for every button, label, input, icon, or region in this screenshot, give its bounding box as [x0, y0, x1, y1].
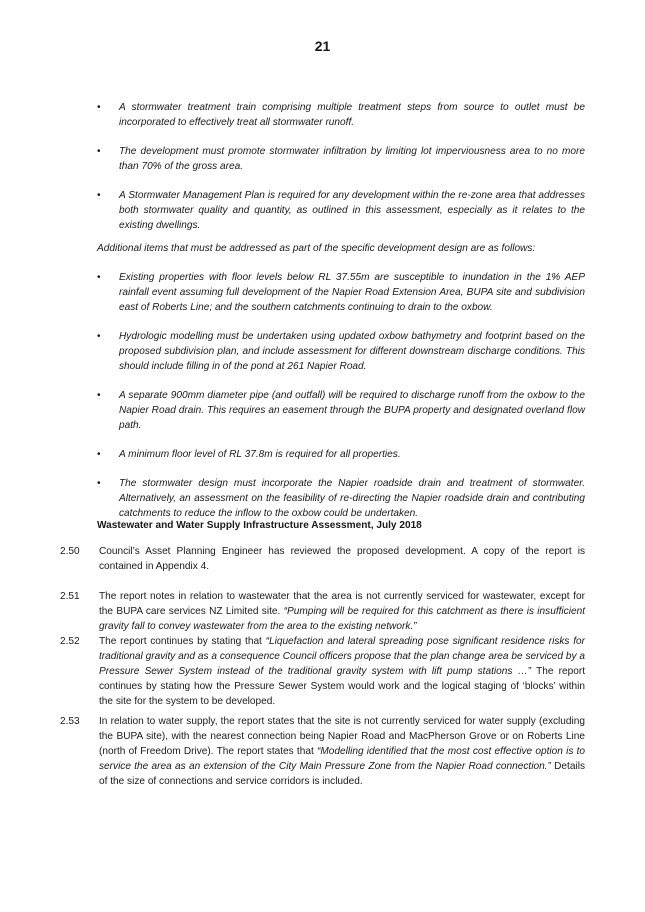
- paragraph-number: 2.52: [60, 636, 80, 647]
- bullet-text: A stormwater treatment train comprising multiple treatment steps from source to outlet must be incorporated to effectively treat all stormwater runoff.: [119, 102, 585, 128]
- bullet-text: The development must promote stormwater infiltration by limiting lot imperviousness area to no more than 70% of the gross area.: [119, 146, 585, 172]
- additional-items-intro: Additional items that must be addressed as part of the specific development design are as follows:: [97, 243, 536, 254]
- paragraph-number: 2.53: [60, 716, 80, 727]
- bullet-icon: •: [97, 146, 101, 157]
- bullet-icon: •: [97, 190, 101, 201]
- list-item: [97, 329, 585, 374]
- paragraph-text: The report notes in relation to wastewater that the area is not currently serviced for wastewater, except for the BUPA care services NZ Limited site.: [99, 591, 585, 617]
- bullet-list-requirements: [97, 100, 585, 233]
- bullet-icon: •: [97, 272, 101, 283]
- page-number: 21: [314, 38, 331, 54]
- list-item: [97, 270, 585, 315]
- bullet-list-additional-items: [97, 270, 585, 521]
- list-item: [97, 388, 585, 433]
- paragraph-text: Council’s Asset Planning Engineer has reviewed the proposed development. A copy of the report is contained in Appendix 4.: [99, 546, 585, 572]
- bullet-icon: •: [97, 102, 101, 113]
- paragraph-text: In relation to water supply, the report states that the site is not currently serviced for water supply (excluding the BUPA site), with the nearest connection being Napier Road and MacPherson Grove or on Roberts Line (north of Freedom Drive). The report states that: [99, 716, 585, 757]
- numbered-paragraph-2-50: [60, 544, 585, 574]
- bullet-icon: •: [97, 478, 101, 489]
- paragraph-body: [99, 714, 585, 789]
- bullet-text: A minimum floor level of RL 37.8m is required for all properties.: [119, 449, 401, 460]
- paragraph-body: [99, 544, 585, 574]
- paragraph-number: 2.51: [60, 591, 80, 602]
- bullet-icon: •: [97, 331, 101, 342]
- paragraph-text: The report continues by stating that: [99, 636, 262, 647]
- list-item: [97, 100, 585, 130]
- bullet-text: The stormwater design must incorporate the Napier roadside drain and treatment of stormwater. Alternatively, an assessment on the feasibility of re-directing the Napier roadside drain and contributing catchments to reduce the inflow to the oxbow could be undertaken.: [119, 478, 585, 519]
- paragraph-quote: “Modelling identified that the most cost effective option is to service the area as an extension of the City Main Pressure Zone from the Napier Road connection.”: [99, 746, 586, 772]
- list-item: [97, 476, 585, 521]
- bullet-text: Existing properties with floor levels below RL 37.55m are susceptible to inundation in the 1% AEP rainfall event assuming full development of the Napier Road Extension Area, BUPA site and subdivision east of Roberts Line; and the southern catchments continuing to drain to the oxbow.: [119, 272, 585, 313]
- bullet-icon: •: [97, 449, 101, 460]
- paragraph-quote: “Liquefaction and lateral spreading pose significant residence risks for traditional gravity and as a consequence Council officers propose that the plan change area be serviced by a Pressure Sewer System instead of the traditional gravity system with lift pump stations …”: [99, 636, 585, 677]
- list-item: [97, 144, 585, 174]
- paragraph-number: 2.50: [60, 546, 80, 557]
- list-item: [97, 447, 585, 462]
- bullet-icon: •: [97, 390, 101, 401]
- bullet-text: Hydrologic modelling must be undertaken using updated oxbow bathymetry and footprint based on the proposed subdivision plan, and include assessment for different downstream discharge conditions. This should include filling in of the pond at 261 Napier Road.: [119, 331, 585, 372]
- paragraph-text-continued: Details of the size of connections and service corridors is included.: [99, 761, 585, 787]
- paragraph-text-continued: The report continues by stating how the Pressure Sewer System would work and the logical staging of ‘blocks’ within the site for the system to be developed.: [99, 666, 586, 707]
- paragraph-quote: “Pumping will be required for this catchment as there is insufficient gravity fall to convey wastewater from the area to the existing network.”: [99, 606, 585, 632]
- section-heading: Wastewater and Water Supply Infrastructure Assessment, July 2018: [97, 520, 422, 531]
- numbered-paragraph-2-53: [60, 714, 585, 789]
- paragraph-body: [99, 634, 585, 709]
- list-item: [97, 188, 585, 233]
- numbered-paragraph-2-52: [60, 634, 585, 709]
- numbered-paragraph-2-51: [60, 589, 585, 634]
- bullet-text: A Stormwater Management Plan is required for any development within the re-zone area that addresses both stormwater quality and quantity, as outlined in this assessment, especially as it relates to the existing dwellings.: [119, 190, 585, 231]
- bullet-text: A separate 900mm diameter pipe (and outfall) will be required to discharge runoff from the oxbow to the Napier Road drain. This requires an easement through the BUPA property and designated overland flow path.: [119, 390, 585, 431]
- paragraph-body: [99, 589, 585, 634]
